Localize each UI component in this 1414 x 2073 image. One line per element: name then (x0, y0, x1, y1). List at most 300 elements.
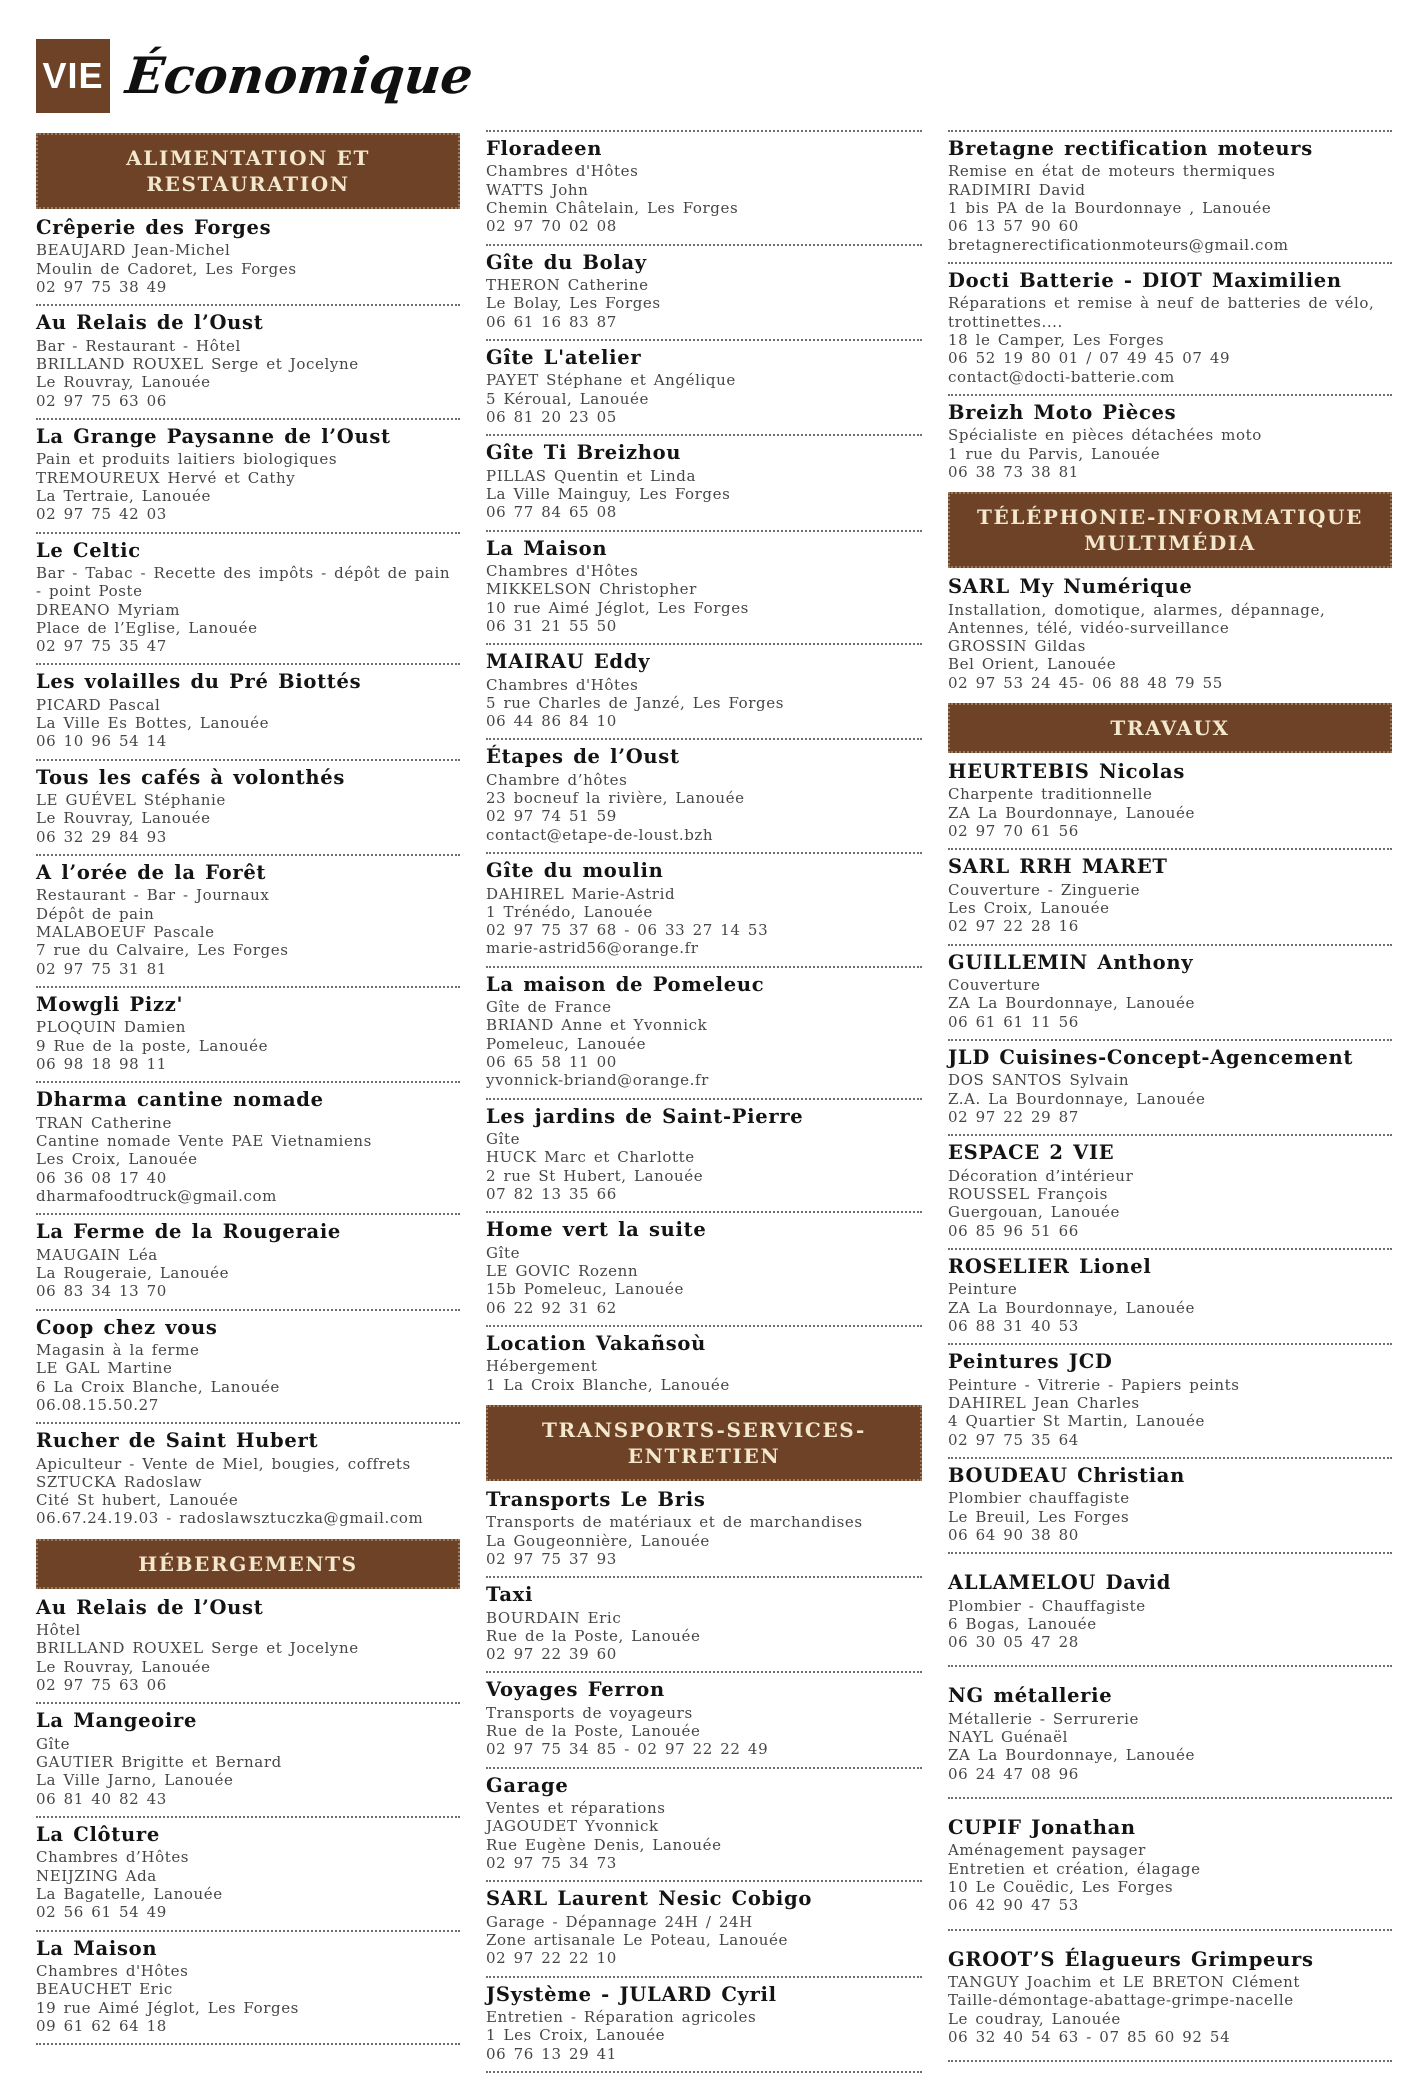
entry-detail-line: 02 97 75 38 49 (36, 278, 167, 297)
entry-detail-line: 02 97 74 51 59 (486, 807, 617, 826)
entry-detail-line: Gîte (486, 1130, 521, 1149)
entry-details (36, 696, 460, 751)
directory-entry (36, 1818, 460, 1932)
entry-title: CUPIF Jonathan (948, 1816, 1136, 1840)
entry-detail-line: ROUSSEL François (948, 1185, 1108, 1203)
entry-detail-line: 06 32 40 54 63 - 07 85 60 92 54 (948, 2027, 1231, 2046)
entry-details (36, 564, 460, 655)
entry-title: Gîte du Bolay (486, 250, 647, 274)
entry-detail-line: marie-astrid56@orange.fr (486, 939, 699, 958)
entry-details (36, 1341, 460, 1414)
entry-detail-line: Le Rouvray, Lanouée (36, 809, 211, 828)
directory-entry (36, 1424, 460, 1536)
entry-detail-line: Garage - Dépannage 24H / 24H (486, 1912, 753, 1931)
entry-details (36, 1621, 460, 1694)
entry-detail-line: Gîte (486, 1243, 521, 1262)
entry-detail-line: La Ville Es Bottes, Lanouée (36, 714, 270, 733)
entry-detail-line: 7 rue du Calvaire, Les Forges (36, 941, 289, 960)
column-hebergements-transports (486, 130, 922, 2073)
entry-detail-line: 02 97 53 24 45- 06 88 48 79 55 (948, 673, 1223, 692)
entry-details (486, 1799, 922, 1872)
directory-entry (486, 1673, 922, 1768)
entry-detail-line: Guergouan, Lanouée (948, 1203, 1120, 1222)
entry-detail-line: NEIJZING Ada (36, 1866, 157, 1885)
entry-details (948, 976, 1392, 1031)
entry-title: ESPACE 2 VIE (948, 1141, 1115, 1165)
entry-detail-line: Bar - Restaurant - Hôtel (36, 336, 241, 355)
entry-title: BOUDEAU Christian (948, 1463, 1186, 1487)
entry-detail-line: bretagnerectificationmoteurs@gmail.com (948, 235, 1289, 254)
directory-entry (948, 1459, 1392, 1554)
entry-details (948, 1841, 1392, 1914)
entry-detail-line: Chambres d'Hôtes (486, 561, 639, 580)
entry-detail-line: Hébergement (486, 1357, 598, 1376)
entry-details (948, 1280, 1392, 1335)
entry-detail-line: Apiculteur - Vente de Miel, bougies, coffrets (36, 1454, 411, 1473)
entry-detail-line: La Ville Mainguy, Les Forges (486, 484, 731, 503)
directory-entry (948, 1250, 1392, 1345)
directory-entry (948, 396, 1392, 489)
entry-detail-line: PICARD Pascal (36, 695, 161, 714)
entry-details (948, 1597, 1392, 1652)
entry-detail-line: BEAUCHET Eric (36, 1980, 173, 1999)
entry-details (486, 771, 922, 844)
entry-title: Peintures JCD (948, 1350, 1113, 1374)
entry-details (486, 162, 922, 235)
directory-entry (36, 1932, 460, 2046)
directory-entry (948, 1811, 1392, 1931)
entry-detail-line: La Ville Jarno, Lanouée (36, 1771, 234, 1790)
directory-entry (36, 306, 460, 420)
page-header (36, 34, 478, 118)
entry-title: La Mangeoire (36, 1709, 198, 1733)
directory-entry (486, 1483, 922, 1578)
entry-title: Taxi (486, 1583, 534, 1607)
entry-detail-line: 06 85 96 51 66 (948, 1221, 1079, 1240)
section-header: TRAVAUX (948, 703, 1392, 753)
entry-title: SARL My Numérique (948, 575, 1193, 599)
directory-entry (486, 1978, 922, 2073)
entry-detail-line: Remise en état de moteurs thermiques (948, 162, 1276, 181)
entry-detail-line: LE GOVIC Rozenn (486, 1261, 639, 1280)
entry-detail-line: 6 Bogas, Lanouée (948, 1614, 1097, 1633)
entry-detail-line: 10 Le Couëdic, Les Forges (948, 1878, 1174, 1897)
entry-details (36, 791, 460, 846)
entry-detail-line: Gîte de France (486, 998, 612, 1017)
entry-detail-line: Cantine nomade Vente PAE Vietnamiens (36, 1132, 372, 1150)
entry-detail-line: Métallerie - Serrurerie (948, 1709, 1139, 1728)
entry-title: La Grange Paysanne de l’Oust (36, 424, 391, 448)
entry-title: A l’orée de la Forêt (36, 861, 267, 885)
directory-entry (36, 1083, 460, 1215)
entry-details (486, 467, 922, 522)
directory-entry (948, 132, 1392, 264)
entry-detail-line: 06 36 08 17 40 (36, 1168, 167, 1187)
entry-detail-line: DAHIREL Jean Charles (948, 1393, 1140, 1412)
entry-detail-line: 02 97 75 63 06 (36, 391, 167, 410)
directory-entry (486, 341, 922, 436)
entry-details (486, 1704, 922, 1759)
entry-detail-line: Zone artisanale Le Poteau, Lanouée (486, 1931, 788, 1950)
entry-details (36, 886, 460, 977)
entry-title: GUILLEMIN Anthony (948, 950, 1194, 974)
entry-title: GROOT’S Élagueurs Grimpeurs (948, 1947, 1314, 1971)
entry-detail-line: 02 97 75 37 93 (486, 1549, 617, 1568)
entry-details (948, 881, 1392, 936)
entry-detail-line: 02 97 22 28 16 (948, 917, 1079, 936)
entry-detail-line: 5 rue Charles de Janzé, Les Forges (486, 693, 785, 712)
entry-details (36, 1114, 460, 1205)
entry-details (948, 1071, 1392, 1126)
entry-detail-line: Dépôt de pain (36, 904, 155, 923)
entry-detail-line: MIKKELSON Christopher (486, 580, 697, 599)
entry-title: La maison de Pomeleuc (486, 972, 765, 996)
entry-title: Breizh Moto Pièces (948, 400, 1177, 424)
entry-detail-line: 06 30 05 47 28 (948, 1633, 1079, 1652)
entry-detail-line: Les Croix, Lanouée (36, 1150, 198, 1169)
entry-details (36, 1018, 460, 1073)
entry-detail-line: 02 97 70 61 56 (948, 822, 1079, 841)
entry-detail-line: Le Rouvray, Lanouée (36, 1657, 211, 1676)
entry-title: ROSELIER Lionel (948, 1254, 1152, 1278)
entry-detail-line: RADIMIRI David (948, 180, 1086, 199)
entry-detail-line: 06 44 86 84 10 (486, 712, 617, 731)
directory-entry (36, 988, 460, 1083)
entry-detail-line: Entretien - Réparation agricoles (486, 2008, 757, 2027)
entry-detail-line: 5 Kéroual, Lanouée (486, 389, 649, 408)
entry-detail-line: 06 76 13 29 41 (486, 2044, 617, 2063)
directory-columns (36, 130, 1392, 2073)
directory-entry (948, 850, 1392, 945)
directory-entry (36, 665, 460, 760)
entry-detail-line: dharmafoodtruck@gmail.com (36, 1186, 277, 1205)
entry-title: Docti Batterie - DIOT Maximilien (948, 268, 1342, 292)
entry-detail-line: Hôtel (36, 1621, 81, 1640)
entry-details (36, 1962, 460, 2035)
entry-title: Crêperie des Forges (36, 216, 272, 239)
entry-title: Au Relais de l’Oust (36, 1595, 264, 1619)
directory-entry (486, 132, 922, 246)
entry-detail-line: 06 24 47 08 96 (948, 1764, 1079, 1783)
entry-detail-line: 1 bis PA de la Bourdonnaye , Lanouée (948, 199, 1272, 218)
directory-entry (36, 1704, 460, 1818)
entry-detail-line: Le coudray, Lanouée (948, 2009, 1121, 2028)
entry-detail-line: 02 97 75 31 81 (36, 959, 167, 978)
entry-detail-line: HUCK Marc et Charlotte (486, 1148, 695, 1167)
entry-title: Rucher de Saint Hubert (36, 1429, 319, 1453)
directory-entry (486, 854, 922, 968)
entry-detail-line: Transports de matériaux et de marchandises (486, 1513, 863, 1532)
entry-detail-line: THERON Catherine (486, 276, 649, 295)
directory-entry (36, 761, 460, 856)
entry-detail-line: SZTUCKA Radoslaw (36, 1472, 203, 1491)
page-title: Économique (122, 46, 476, 105)
entry-title: Les jardins de Saint-Pierre (486, 1104, 804, 1128)
entry-details (948, 162, 1392, 253)
entry-details (486, 276, 922, 331)
directory-entry (36, 1591, 460, 1705)
entry-detail-line: 06 64 90 38 80 (948, 1525, 1079, 1544)
directory-entry (948, 570, 1392, 700)
directory-entry (486, 1213, 922, 1327)
directory-entry (948, 1041, 1392, 1136)
entry-detail-line: 19 rue Aimé Jéglot, Les Forges (36, 1998, 299, 2017)
entry-detail-line: Le Breuil, Les Forges (948, 1507, 1130, 1526)
entry-details (486, 1130, 922, 1203)
entry-detail-line: Rue de la Poste, Lanouée (486, 1722, 701, 1741)
entry-details (486, 1913, 922, 1968)
entry-details (486, 2008, 922, 2063)
entry-title: ALLAMELOU David (948, 1571, 1172, 1595)
entry-title: Le Celtic (36, 538, 141, 562)
entry-title: HEURTEBIS Nicolas (948, 760, 1186, 784)
directory-entry (486, 436, 922, 531)
entry-details (948, 1167, 1392, 1240)
entry-detail-line: 02 97 75 63 06 (36, 1676, 167, 1695)
entry-title: Étapes de l’Oust (486, 745, 680, 769)
entry-detail-line: 06.67.24.19.03 - radoslawsztuczka@gmail.com (36, 1509, 424, 1528)
directory-entry (948, 1566, 1392, 1667)
entry-detail-line: 06 81 20 23 05 (486, 407, 617, 426)
entry-details (36, 241, 460, 296)
entry-details (486, 371, 922, 426)
entry-details (486, 885, 922, 958)
entry-detail-line: Aménagement paysager (948, 1841, 1146, 1860)
entry-title: Gîte du moulin (486, 859, 664, 883)
entry-detail-line: 06 38 73 38 81 (948, 462, 1079, 481)
entry-detail-line: La Bagatelle, Lanouée (36, 1884, 223, 1903)
entry-detail-line: Bel Orient, Lanouée (948, 655, 1117, 674)
entry-detail-line: 06 83 34 13 70 (36, 1282, 167, 1301)
entry-detail-line: 06 61 61 11 56 (948, 1012, 1079, 1031)
entry-detail-line: Couverture - Zinguerie (948, 880, 1141, 899)
entry-detail-line: Spécialiste en pièces détachées moto (948, 426, 1262, 445)
column-telephonie-travaux (948, 130, 1392, 2073)
entry-detail-line: Chambres d'Hôtes (486, 162, 639, 181)
entry-title: Home vert la suite (486, 1218, 707, 1242)
entry-detail-line: 02 56 61 54 49 (36, 1903, 167, 1922)
entry-detail-line: Le Bolay, Les Forges (486, 294, 661, 313)
entry-detail-line: 02 97 70 02 08 (486, 217, 617, 236)
entry-title: Transports Le Bris (486, 1487, 706, 1511)
directory-entry (486, 246, 922, 341)
entry-detail-line: La Tertraie, Lanouée (36, 486, 211, 505)
entry-detail-line: Place de l’Eglise, Lanouée (36, 618, 258, 637)
entry-detail-line: ZA La Bourdonnaye, Lanouée (948, 803, 1195, 822)
entry-detail-line: Chambre d’hôtes (486, 770, 628, 789)
directory-entry (948, 755, 1392, 850)
entry-detail-line: BOURDAIN Eric (486, 1608, 622, 1627)
entry-details (486, 998, 922, 1089)
entry-detail-line: TANGUY Joachim et LE BRETON Clément (948, 1973, 1301, 1992)
entry-detail-line: Installation, domotique, alarmes, dépannage, Antennes, télé, vidéo-surveillance (948, 600, 1326, 637)
section-header: TÉLÉPHONIE-INFORMATIQUE MULTIMÉDIA (948, 492, 1392, 568)
entry-detail-line: DREANO Myriam (36, 600, 181, 619)
entry-detail-line: 06 61 16 83 87 (486, 312, 617, 331)
directory-entry (948, 946, 1392, 1041)
entry-detail-line: Gîte (36, 1734, 71, 1753)
entry-details (486, 1357, 922, 1394)
entry-detail-line: Plombier chauffagiste (948, 1489, 1130, 1508)
entry-details (948, 1376, 1392, 1449)
entry-detail-line: Peinture (948, 1280, 1018, 1299)
entry-detail-line: Restaurant - Bar - Journaux (36, 886, 270, 905)
entry-detail-line: Cité St hubert, Lanouée (36, 1491, 239, 1510)
entry-detail-line: PAYET Stéphane et Angélique (486, 371, 736, 390)
entry-detail-line: 06 98 18 98 11 (36, 1054, 167, 1073)
entry-detail-line: 09 61 62 64 18 (36, 2016, 167, 2035)
entry-details (486, 1244, 922, 1317)
entry-detail-line: Couverture (948, 976, 1041, 995)
entry-detail-line: Bar - Tabac - Recette des impôts - dépôt de pain - point Poste (36, 563, 451, 601)
entry-detail-line: 1 rue du Parvis, Lanouée (948, 444, 1161, 463)
entry-detail-line: 18 le Camper, Les Forges (948, 330, 1165, 349)
entry-detail-line: 1 Trénédo, Lanouée (486, 902, 653, 921)
entry-detail-line: Les Croix, Lanouée (948, 899, 1110, 918)
column-alimentation-hebergements (36, 130, 460, 2073)
entry-title: SARL Laurent Nesic Cobigo (486, 1887, 813, 1911)
entry-detail-line: La Gougeonnière, Lanouée (486, 1531, 710, 1550)
entry-detail-line: Entretien et création, élagage (948, 1859, 1201, 1878)
entry-details (36, 1848, 460, 1921)
directory-entry (486, 1327, 922, 1402)
entry-detail-line: PILLAS Quentin et Linda (486, 466, 697, 485)
entry-detail-line: contact@docti-batterie.com (948, 367, 1175, 386)
entry-detail-line: LE GAL Martine (36, 1359, 173, 1378)
entry-detail-line: Pomeleuc, Lanouée (486, 1034, 647, 1053)
entry-detail-line: GROSSIN Gildas (948, 637, 1086, 656)
entry-title: Les volailles du Pré Biottés (36, 670, 362, 694)
entry-title: Floradeen (486, 137, 603, 160)
entry-detail-line: DAHIREL Marie-Astrid (486, 884, 676, 903)
entry-detail-line: 02 97 75 42 03 (36, 505, 167, 524)
entry-title: JSystème - JULARD Cyril (486, 1982, 777, 2006)
entry-detail-line: 02 97 22 22 10 (486, 1949, 617, 1968)
directory-entry (36, 1311, 460, 1425)
entry-detail-line: WATTS John (486, 180, 589, 199)
entry-details (948, 1710, 1392, 1783)
entry-detail-line: 02 97 75 34 85 - 02 97 22 22 49 (486, 1740, 769, 1759)
directory-entry (486, 1578, 922, 1673)
entry-title: SARL RRH MARET (948, 855, 1168, 879)
entry-detail-line: Charpente traditionnelle (948, 785, 1153, 804)
directory-entry (486, 1100, 922, 1214)
entry-detail-line: BRILLAND ROUXEL Serge et Jocelyne (36, 355, 359, 374)
entry-details (486, 676, 922, 731)
entry-detail-line: Rue de la Poste, Lanouée (486, 1626, 701, 1645)
entry-detail-line: DOS SANTOS Sylvain (948, 1071, 1130, 1090)
directory-entry (486, 1882, 922, 1977)
entry-details (486, 562, 922, 635)
entry-detail-line: ZA La Bourdonnaye, Lanouée (948, 1298, 1195, 1317)
entry-detail-line: TRAN Catherine (36, 1113, 172, 1132)
entry-detail-line: Rue Eugène Denis, Lanouée (486, 1835, 722, 1854)
entry-title: La Maison (36, 1936, 158, 1960)
entry-detail-line: Ventes et réparations (486, 1799, 666, 1818)
entry-detail-line: MALABOEUF Pascale (36, 923, 215, 942)
directory-entry (486, 532, 922, 646)
section-header: TRANSPORTS-SERVICES-ENTRETIEN (486, 1405, 922, 1481)
entry-title: Location Vakañsoù (486, 1331, 706, 1355)
directory-entry (36, 211, 460, 306)
entry-details (948, 426, 1392, 481)
entry-detail-line: 02 97 75 34 73 (486, 1854, 617, 1873)
entry-details (948, 1489, 1392, 1544)
entry-detail-line: 06 13 57 90 60 (948, 217, 1079, 236)
directory-entry (36, 534, 460, 666)
entry-detail-line: Décoration d’intérieur (948, 1166, 1134, 1185)
entry-title: Gîte L'atelier (486, 345, 642, 369)
entry-detail-line: 23 bocneuf la rivière, Lanouée (486, 789, 745, 808)
entry-detail-line: Taille-démontage-abattage-grimpe-nacelle (948, 1991, 1294, 2010)
section-header: ALIMENTATION ET RESTAURATION (36, 133, 460, 209)
entry-detail-line: LE GUÉVEL Stéphanie (36, 791, 226, 810)
entry-detail-line: Chambres d’Hôtes (36, 1848, 190, 1867)
directory-entry (486, 1769, 922, 1883)
entry-detail-line: BRILLAND ROUXEL Serge et Jocelyne (36, 1639, 359, 1658)
entry-detail-line: 02 97 22 39 60 (486, 1645, 617, 1664)
entry-detail-line: Moulin de Cadoret, Les Forges (36, 259, 297, 278)
entry-title: Garage (486, 1773, 569, 1797)
entry-detail-line: 02 97 75 35 47 (36, 637, 167, 656)
entry-details (36, 337, 460, 410)
entry-detail-line: 06 81 40 82 43 (36, 1789, 167, 1808)
entry-detail-line: 06 88 31 40 53 (948, 1316, 1079, 1335)
entry-title: Mowgli Pizz' (36, 992, 184, 1016)
entry-details (36, 1735, 460, 1808)
directory-entry (36, 1215, 460, 1310)
entry-detail-line: MAUGAIN Léa (36, 1245, 158, 1264)
entry-detail-line: Le Rouvray, Lanouée (36, 373, 211, 392)
entry-details (486, 1609, 922, 1664)
entry-detail-line: ZA La Bourdonnaye, Lanouée (948, 1746, 1195, 1765)
entry-detail-line: 06.08.15.50.27 (36, 1395, 159, 1414)
entry-title: Voyages Ferron (486, 1678, 665, 1702)
entry-details (948, 601, 1392, 692)
entry-title: NG métallerie (948, 1684, 1113, 1708)
entry-detail-line: Réparations et remise à neuf de batteries de vélo, trottinettes.... (948, 294, 1375, 331)
entry-detail-line: 2 rue St Hubert, Lanouée (486, 1166, 704, 1185)
entry-title: La Ferme de la Rougeraie (36, 1220, 342, 1244)
entry-detail-line: TREMOUREUX Hervé et Cathy (36, 468, 296, 487)
entry-details (948, 785, 1392, 840)
entry-title: JLD Cuisines-Concept-Agencement (948, 1045, 1354, 1069)
section-header: HÉBERGEMENTS (36, 1539, 460, 1589)
entry-detail-line: 10 rue Aimé Jéglot, Les Forges (486, 598, 749, 617)
entry-details (36, 450, 460, 523)
entry-details (948, 294, 1392, 385)
entry-detail-line: BEAUJARD Jean-Michel (36, 241, 231, 260)
entry-title: MAIRAU Eddy (486, 650, 651, 674)
entry-detail-line: contact@etape-de-loust.bzh (486, 825, 714, 844)
entry-detail-line: Pain et produits laitiers biologiques (36, 450, 338, 469)
entry-detail-line: yvonnick-briand@orange.fr (486, 1071, 709, 1090)
entry-detail-line: 07 82 13 35 66 (486, 1184, 617, 1203)
entry-detail-line: 06 31 21 55 50 (486, 616, 617, 635)
entry-title: Coop chez vous (36, 1315, 218, 1339)
entry-detail-line: JAGOUDET Yvonnick (486, 1817, 659, 1836)
entry-detail-line: 06 65 58 11 00 (486, 1053, 617, 1071)
entry-detail-line: 06 42 90 47 53 (948, 1896, 1079, 1915)
directory-entry (36, 856, 460, 988)
directory-entry (948, 1679, 1392, 1799)
entry-details (36, 1246, 460, 1301)
entry-detail-line: 1 Les Croix, Lanouée (486, 2026, 666, 2045)
directory-entry (948, 264, 1392, 396)
entry-detail-line: La Rougeraie, Lanouée (36, 1263, 230, 1282)
entry-detail-line: NAYL Guénaël (948, 1728, 1068, 1747)
directory-entry (486, 968, 922, 1100)
